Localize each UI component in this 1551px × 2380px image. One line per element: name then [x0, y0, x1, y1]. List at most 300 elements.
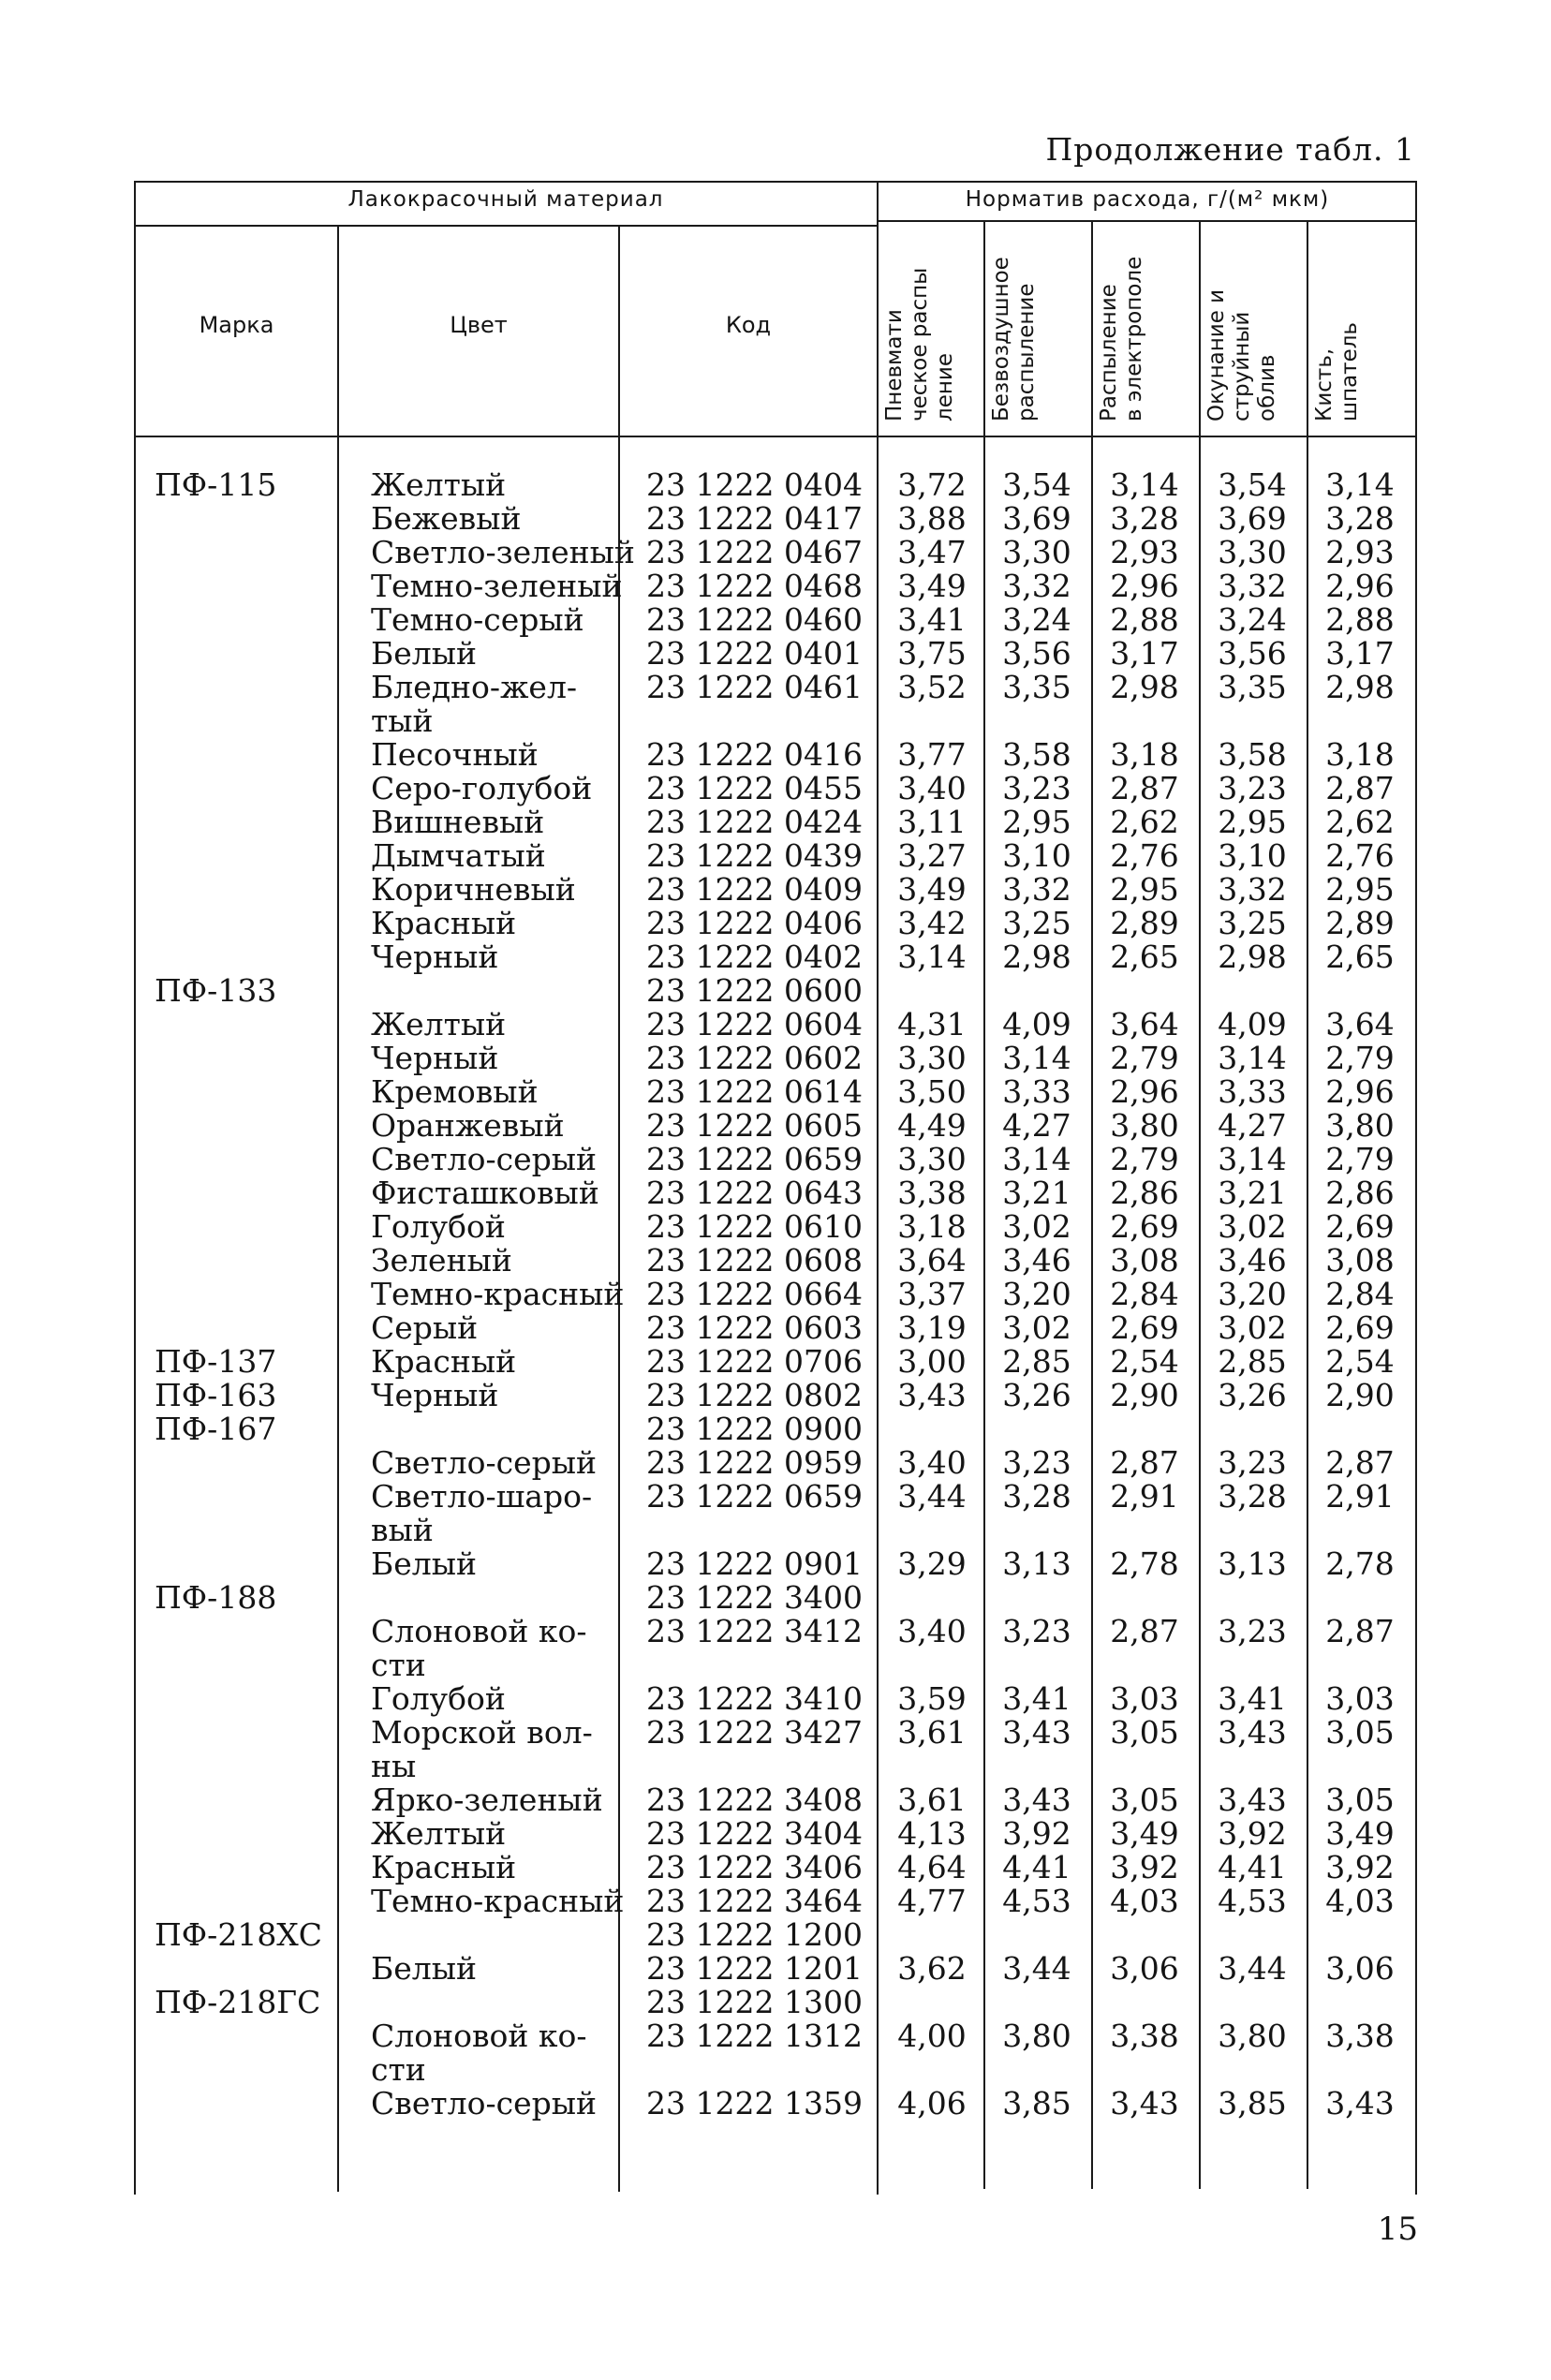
column-header-marka: Марка [199, 312, 274, 338]
cell-norm-value: 3,54 [1218, 466, 1287, 503]
cell-norm-value: 3,35 [1218, 669, 1287, 705]
cell-code: 23 1222 0900 [646, 1411, 863, 1447]
cell-code: 23 1222 0461 [646, 669, 863, 705]
cell-norm-value: 2,65 [1325, 939, 1395, 975]
cell-norm-value: 3,43 [1002, 1714, 1071, 1751]
cell-norm-value: 4,27 [1218, 1107, 1287, 1144]
cell-marka: ПФ-133 [155, 972, 277, 1009]
cell-norm-value: 3,56 [1002, 635, 1071, 672]
cell-norm-value: 3,40 [897, 770, 967, 806]
cell-code: 23 1222 1300 [646, 1984, 863, 2020]
cell-norm-value: 3,23 [1002, 1613, 1071, 1649]
cell-color: Вишневый [371, 804, 545, 840]
cell-norm-value: 2,93 [1325, 534, 1395, 570]
cell-norm-value: 3,40 [897, 1444, 967, 1481]
cell-norm-value: 3,02 [1002, 1208, 1071, 1245]
cell-norm-value: 3,64 [1110, 1006, 1179, 1042]
cell-norm-value: 3,50 [897, 1073, 967, 1110]
cell-norm-value: 3,58 [1218, 736, 1287, 773]
cell-code: 23 1222 0402 [646, 939, 863, 975]
cell-norm-value: 3,61 [897, 1781, 967, 1818]
cell-marka: ПФ-218ХС [155, 1916, 323, 1953]
cell-code: 23 1222 0424 [646, 804, 863, 840]
cell-norm-value: 3,21 [1218, 1175, 1287, 1211]
page-number: 15 [1377, 2210, 1418, 2248]
cell-norm-value: 2,85 [1218, 1343, 1287, 1380]
cell-norm-value: 3,14 [1002, 1141, 1071, 1177]
column-header-method-line: Кисть, [1312, 347, 1337, 421]
cell-norm-value: 3,14 [1218, 1141, 1287, 1177]
cell-color: Красный [371, 1343, 517, 1380]
cell-norm-value: 4,27 [1002, 1107, 1071, 1144]
cell-norm-value: 4,00 [897, 2018, 967, 2054]
column-header-method-5 [1312, 322, 1363, 421]
cell-code: 23 1222 1200 [646, 1916, 863, 1953]
cell-code: 23 1222 0602 [646, 1040, 863, 1076]
cell-code: 23 1222 0610 [646, 1208, 863, 1245]
cell-norm-value: 3,85 [1218, 2085, 1287, 2121]
cell-code: 23 1222 1359 [646, 2085, 863, 2121]
cell-norm-value: 3,43 [1218, 1714, 1287, 1751]
cell-code: 23 1222 3408 [646, 1781, 863, 1818]
cell-code: 23 1222 0416 [646, 736, 863, 773]
cell-norm-value: 2,79 [1110, 1141, 1179, 1177]
cell-norm-value: 3,28 [1325, 500, 1395, 537]
cell-norm-value: 4,41 [1218, 1849, 1287, 1885]
cell-norm-value: 3,85 [1002, 2085, 1071, 2121]
column-header-method-line: Окунание и [1204, 288, 1229, 421]
norm-group-underline [879, 220, 1417, 222]
cell-norm-value: 2,78 [1325, 1545, 1395, 1582]
cell-norm-value: 3,14 [1325, 466, 1395, 503]
group-header-norm: Норматив расхода, г/(м² мкм) [965, 187, 1330, 212]
cell-norm-value: 3,42 [897, 905, 967, 941]
cell-color: Бледно-жел- [371, 669, 578, 705]
cell-norm-value: 2,84 [1325, 1276, 1395, 1312]
column-header-method-line: ление [933, 353, 957, 421]
cell-norm-value: 4,06 [897, 2085, 967, 2121]
cell-norm-value: 3,80 [1325, 1107, 1395, 1144]
cell-color: Светло-зеленый [371, 534, 635, 570]
cell-norm-value: 3,62 [897, 1950, 967, 1987]
cell-code: 23 1222 3404 [646, 1815, 863, 1852]
cell-code: 23 1222 0706 [646, 1343, 863, 1380]
cell-norm-value: 3,19 [897, 1309, 967, 1346]
cell-norm-value: 3,75 [897, 635, 967, 672]
cell-norm-value: 3,30 [897, 1040, 967, 1076]
cell-norm-value: 2,98 [1002, 939, 1071, 975]
cell-norm-value: 3,49 [897, 871, 967, 908]
cell-marka: ПФ-163 [155, 1377, 277, 1413]
cell-norm-value: 2,87 [1110, 770, 1179, 806]
cell-norm-value: 3,26 [1218, 1377, 1287, 1413]
cell-norm-value: 2,98 [1325, 669, 1395, 705]
cell-norm-value: 3,49 [1325, 1815, 1395, 1852]
cell-norm-value: 3,02 [1218, 1208, 1287, 1245]
cell-code: 23 1222 3400 [646, 1579, 863, 1616]
cell-color: Кремовый [371, 1073, 539, 1110]
cell-norm-value: 3,47 [897, 534, 967, 570]
cell-code: 23 1222 3412 [646, 1613, 863, 1649]
cell-code: 23 1222 0604 [646, 1006, 863, 1042]
table-top-border [134, 181, 1417, 183]
cell-norm-value: 2,79 [1110, 1040, 1179, 1076]
cell-norm-value: 2,89 [1110, 905, 1179, 941]
cell-color: Голубой [371, 1680, 506, 1717]
cell-norm-value: 4,31 [897, 1006, 967, 1042]
cell-norm-value: 3,08 [1325, 1242, 1395, 1279]
column-header-code: Код [725, 312, 772, 338]
cell-code: 23 1222 0959 [646, 1444, 863, 1481]
cell-norm-value: 3,52 [897, 669, 967, 705]
cell-color: Красный [371, 905, 517, 941]
cell-norm-value: 3,23 [1218, 1444, 1287, 1481]
cell-color: Светло-шаро- [371, 1478, 593, 1515]
cell-norm-value: 3,46 [1002, 1242, 1071, 1279]
column-header-method-line: шпатель [1337, 322, 1362, 421]
cell-color: сти [371, 2051, 426, 2088]
cell-norm-value: 3,23 [1002, 770, 1071, 806]
cell-code: 23 1222 0664 [646, 1276, 863, 1312]
cell-norm-value: 3,21 [1002, 1175, 1071, 1211]
cell-norm-value: 3,88 [897, 500, 967, 537]
cell-norm-value: 3,64 [1325, 1006, 1395, 1042]
cell-norm-value: 3,05 [1110, 1714, 1179, 1751]
cell-norm-value: 2,90 [1325, 1377, 1395, 1413]
cell-norm-value: 3,80 [1218, 2018, 1287, 2054]
column-header-method-line: Безвоздушное [989, 257, 1013, 421]
cell-norm-value: 3,05 [1325, 1714, 1395, 1751]
cell-color: Черный [371, 939, 499, 975]
cell-norm-value: 3,43 [1325, 2085, 1395, 2121]
cell-norm-value: 4,53 [1218, 1883, 1287, 1919]
cell-code: 23 1222 0802 [646, 1377, 863, 1413]
cell-color: Белый [371, 635, 478, 672]
cell-norm-value: 3,14 [897, 939, 967, 975]
cell-color: вый [371, 1512, 434, 1548]
cell-norm-value: 3,30 [897, 1141, 967, 1177]
cell-code: 23 1222 0614 [646, 1073, 863, 1110]
cell-code: 23 1222 0439 [646, 837, 863, 874]
cell-norm-value: 3,18 [897, 1208, 967, 1245]
cell-norm-value: 3,38 [1325, 2018, 1395, 2054]
cell-norm-value: 3,46 [1218, 1242, 1287, 1279]
column-header-method-line: распыление [1014, 283, 1039, 421]
group-header-material: Лакокрасочный материал [347, 187, 664, 212]
cell-norm-value: 3,92 [1002, 1815, 1071, 1852]
cell-norm-value: 2,98 [1110, 669, 1179, 705]
cell-norm-value: 3,13 [1002, 1545, 1071, 1582]
cell-code: 23 1222 1201 [646, 1950, 863, 1987]
cell-norm-value: 3,40 [897, 1613, 967, 1649]
cell-norm-value: 3,06 [1110, 1950, 1179, 1987]
cell-norm-value: 2,96 [1325, 568, 1395, 604]
cell-norm-value: 2,69 [1110, 1208, 1179, 1245]
cell-norm-value: 2,96 [1325, 1073, 1395, 1110]
cell-color: Белый [371, 1950, 478, 1987]
cell-norm-value: 2,87 [1110, 1613, 1179, 1649]
cell-norm-value: 3,92 [1218, 1815, 1287, 1852]
cell-norm-value: 3,33 [1002, 1073, 1071, 1110]
cell-norm-value: 3,32 [1002, 871, 1071, 908]
cell-code: 23 1222 3410 [646, 1680, 863, 1717]
cell-norm-value: 3,17 [1110, 635, 1179, 672]
cell-color: Зеленый [371, 1242, 512, 1279]
cell-code: 23 1222 0404 [646, 466, 863, 503]
cell-norm-value: 4,03 [1110, 1883, 1179, 1919]
cell-norm-value: 2,90 [1110, 1377, 1179, 1413]
cell-norm-value: 3,58 [1002, 736, 1071, 773]
cell-norm-value: 2,95 [1325, 871, 1395, 908]
cell-norm-value: 4,41 [1002, 1849, 1071, 1885]
cell-code: 23 1222 0659 [646, 1478, 863, 1515]
table-caption: Продолжение табл. 1 [1045, 131, 1415, 168]
cell-norm-value: 4,09 [1218, 1006, 1287, 1042]
cell-code: 23 1222 0659 [646, 1141, 863, 1177]
cell-norm-value: 3,23 [1002, 1444, 1071, 1481]
cell-norm-value: 2,65 [1110, 939, 1179, 975]
cell-color: Темно-красный [371, 1883, 625, 1919]
cell-norm-value: 4,64 [897, 1849, 967, 1885]
cell-norm-value: 3,56 [1218, 635, 1287, 672]
cell-norm-value: 3,38 [1110, 2018, 1179, 2054]
cell-norm-value: 2,79 [1325, 1141, 1395, 1177]
cell-norm-value: 3,00 [897, 1343, 967, 1380]
cell-norm-value: 4,49 [897, 1107, 967, 1144]
cell-norm-value: 2,88 [1110, 601, 1179, 638]
cell-color: сти [371, 1647, 426, 1683]
column-header-method-4 [1204, 289, 1280, 421]
cell-code: 23 1222 0603 [646, 1309, 863, 1346]
column-header-method-line: струйный [1230, 311, 1254, 421]
divider-code-norm [877, 181, 879, 2195]
cell-norm-value: 3,80 [1002, 2018, 1071, 2054]
cell-norm-value: 3,49 [1110, 1815, 1179, 1852]
cell-norm-value: 3,28 [1002, 1478, 1071, 1515]
cell-code: 23 1222 0417 [646, 500, 863, 537]
cell-norm-value: 3,54 [1002, 466, 1071, 503]
cell-code: 23 1222 3464 [646, 1883, 863, 1919]
cell-norm-value: 2,69 [1110, 1309, 1179, 1346]
cell-norm-value: 3,17 [1325, 635, 1395, 672]
cell-color: Коричневый [371, 871, 576, 908]
cell-norm-value: 2,69 [1325, 1309, 1395, 1346]
cell-norm-value: 3,64 [897, 1242, 967, 1279]
cell-color: Желтый [371, 1815, 507, 1852]
cell-norm-value: 2,79 [1325, 1040, 1395, 1076]
cell-norm-value: 3,92 [1325, 1849, 1395, 1885]
cell-color: Темно-серый [371, 601, 584, 638]
cell-norm-value: 3,20 [1218, 1276, 1287, 1312]
cell-norm-value: 3,49 [897, 568, 967, 604]
cell-norm-value: 3,14 [1110, 466, 1179, 503]
cell-norm-value: 3,30 [1002, 534, 1071, 570]
cell-norm-value: 3,08 [1110, 1242, 1179, 1279]
cell-norm-value: 3,33 [1218, 1073, 1287, 1110]
column-header-method-line: ческое распы [908, 267, 932, 421]
cell-color: Серый [371, 1309, 479, 1346]
cell-color: Слоновой ко- [371, 1613, 587, 1649]
cell-color: Темно-зеленый [371, 568, 623, 604]
cell-marka: ПФ-167 [155, 1411, 277, 1447]
cell-color: Желтый [371, 466, 507, 503]
cell-norm-value: 2,76 [1110, 837, 1179, 874]
cell-color: Морской вол- [371, 1714, 593, 1751]
cell-marka: ПФ-188 [155, 1579, 277, 1616]
cell-color: Слоновой ко- [371, 2018, 587, 2054]
cell-marka: ПФ-137 [155, 1343, 277, 1380]
cell-norm-value: 3,72 [897, 466, 967, 503]
cell-norm-value: 3,28 [1218, 1478, 1287, 1515]
cell-code: 23 1222 3406 [646, 1849, 863, 1885]
cell-norm-value: 2,54 [1325, 1343, 1395, 1380]
cell-code: 23 1222 3427 [646, 1714, 863, 1751]
cell-norm-value: 2,91 [1325, 1478, 1395, 1515]
cell-norm-value: 4,13 [897, 1815, 967, 1852]
cell-norm-value: 3,24 [1218, 601, 1287, 638]
cell-norm-value: 3,10 [1002, 837, 1071, 874]
cell-norm-value: 3,80 [1110, 1107, 1179, 1144]
column-header-method-line: в электрополе [1122, 256, 1146, 421]
cell-norm-value: 3,11 [897, 804, 967, 840]
table-left-border [134, 181, 136, 2195]
cell-norm-value: 2,93 [1110, 534, 1179, 570]
cell-code: 23 1222 0406 [646, 905, 863, 941]
cell-norm-value: 3,02 [1218, 1309, 1287, 1346]
cell-norm-value: 3,20 [1002, 1276, 1071, 1312]
cell-norm-value: 3,06 [1325, 1950, 1395, 1987]
column-header-method-3 [1097, 257, 1147, 421]
cell-norm-value: 3,03 [1325, 1680, 1395, 1717]
cell-code: 23 1222 0468 [646, 568, 863, 604]
cell-norm-value: 3,26 [1002, 1377, 1071, 1413]
cell-norm-value: 2,95 [1002, 804, 1071, 840]
cell-norm-value: 3,77 [897, 736, 967, 773]
cell-norm-value: 3,05 [1110, 1781, 1179, 1818]
cell-code: 23 1222 0608 [646, 1242, 863, 1279]
cell-norm-value: 3,41 [1218, 1680, 1287, 1717]
cell-norm-value: 3,29 [897, 1545, 967, 1582]
column-header-method-line: облив [1255, 354, 1279, 421]
cell-color: Черный [371, 1377, 499, 1413]
cell-color: Голубой [371, 1208, 506, 1245]
cell-norm-value: 2,86 [1110, 1175, 1179, 1211]
cell-norm-value: 2,62 [1325, 804, 1395, 840]
cell-norm-value: 2,54 [1110, 1343, 1179, 1380]
cell-norm-value: 3,25 [1218, 905, 1287, 941]
cell-norm-value: 3,13 [1218, 1545, 1287, 1582]
cell-norm-value: 2,95 [1110, 871, 1179, 908]
cell-color: Ярко-зеленый [371, 1781, 603, 1818]
cell-color: Светло-серый [371, 2085, 597, 2121]
cell-norm-value: 3,41 [897, 601, 967, 638]
cell-norm-value: 4,77 [897, 1883, 967, 1919]
cell-norm-value: 2,91 [1110, 1478, 1179, 1515]
cell-code: 23 1222 0401 [646, 635, 863, 672]
table-right-border [1415, 181, 1417, 2195]
cell-norm-value: 3,24 [1002, 601, 1071, 638]
cell-norm-value: 3,18 [1325, 736, 1395, 773]
cell-norm-value: 3,14 [1002, 1040, 1071, 1076]
cell-color: Черный [371, 1040, 499, 1076]
cell-norm-value: 3,23 [1218, 770, 1287, 806]
cell-norm-value: 2,62 [1110, 804, 1179, 840]
cell-norm-value: 3,28 [1110, 500, 1179, 537]
cell-code: 23 1222 0460 [646, 601, 863, 638]
cell-norm-value: 2,89 [1325, 905, 1395, 941]
cell-norm-value: 4,53 [1002, 1883, 1071, 1919]
cell-marka: ПФ-115 [155, 466, 277, 503]
cell-norm-value: 3,05 [1325, 1781, 1395, 1818]
cell-code: 23 1222 1312 [646, 2018, 863, 2054]
column-header-method-line: Пневмати [882, 309, 907, 421]
cell-norm-value: 3,44 [1002, 1950, 1071, 1987]
cell-norm-value: 3,59 [897, 1680, 967, 1717]
cell-norm-value: 3,02 [1002, 1309, 1071, 1346]
cell-norm-value: 2,87 [1325, 1613, 1395, 1649]
cell-color: Красный [371, 1849, 517, 1885]
column-header-method-2 [989, 257, 1040, 421]
cell-norm-value: 2,85 [1002, 1343, 1071, 1380]
cell-norm-value: 3,92 [1110, 1849, 1179, 1885]
cell-norm-value: 3,32 [1002, 568, 1071, 604]
cell-color: тый [371, 702, 434, 739]
cell-norm-value: 2,69 [1325, 1208, 1395, 1245]
cell-norm-value: 3,41 [1002, 1680, 1071, 1717]
cell-color: Оранжевый [371, 1107, 565, 1144]
cell-color: Светло-серый [371, 1444, 597, 1481]
cell-color: Светло-серый [371, 1141, 597, 1177]
cell-norm-value: 3,37 [897, 1276, 967, 1312]
cell-code: 23 1222 0643 [646, 1175, 863, 1211]
cell-norm-value: 2,95 [1218, 804, 1287, 840]
cell-norm-value: 2,96 [1110, 568, 1179, 604]
cell-norm-value: 3,03 [1110, 1680, 1179, 1717]
header-bottom-border [134, 436, 1417, 437]
cell-norm-value: 2,87 [1325, 1444, 1395, 1481]
cell-norm-value: 3,43 [1218, 1781, 1287, 1818]
cell-color: Темно-красный [371, 1276, 625, 1312]
column-header-method-line: Распыление [1097, 284, 1121, 421]
cell-color: Фисташковый [371, 1175, 599, 1211]
cell-norm-value: 3,25 [1002, 905, 1071, 941]
cell-code: 23 1222 0467 [646, 534, 863, 570]
header-rule [134, 225, 879, 227]
cell-color: Песочный [371, 736, 539, 773]
cell-color: Дымчатый [371, 837, 546, 874]
cell-code: 23 1222 0901 [646, 1545, 863, 1582]
cell-norm-value: 4,09 [1002, 1006, 1071, 1042]
cell-norm-value: 3,23 [1218, 1613, 1287, 1649]
cell-color: Белый [371, 1545, 478, 1582]
cell-norm-value: 2,98 [1218, 939, 1287, 975]
cell-norm-value: 3,35 [1002, 669, 1071, 705]
cell-code: 23 1222 0409 [646, 871, 863, 908]
cell-color: Бежевый [371, 500, 522, 537]
cell-norm-value: 3,30 [1218, 534, 1287, 570]
cell-norm-value: 4,03 [1325, 1883, 1395, 1919]
cell-norm-value: 3,44 [897, 1478, 967, 1515]
cell-norm-value: 2,87 [1325, 770, 1395, 806]
cell-code: 23 1222 0600 [646, 972, 863, 1009]
cell-norm-value: 2,78 [1110, 1545, 1179, 1582]
column-header-color: Цвет [450, 312, 508, 338]
cell-norm-value: 3,32 [1218, 871, 1287, 908]
cell-norm-value: 3,14 [1218, 1040, 1287, 1076]
cell-norm-value: 2,87 [1110, 1444, 1179, 1481]
cell-norm-value: 3,43 [1110, 2085, 1179, 2121]
cell-color: ны [371, 1748, 417, 1784]
